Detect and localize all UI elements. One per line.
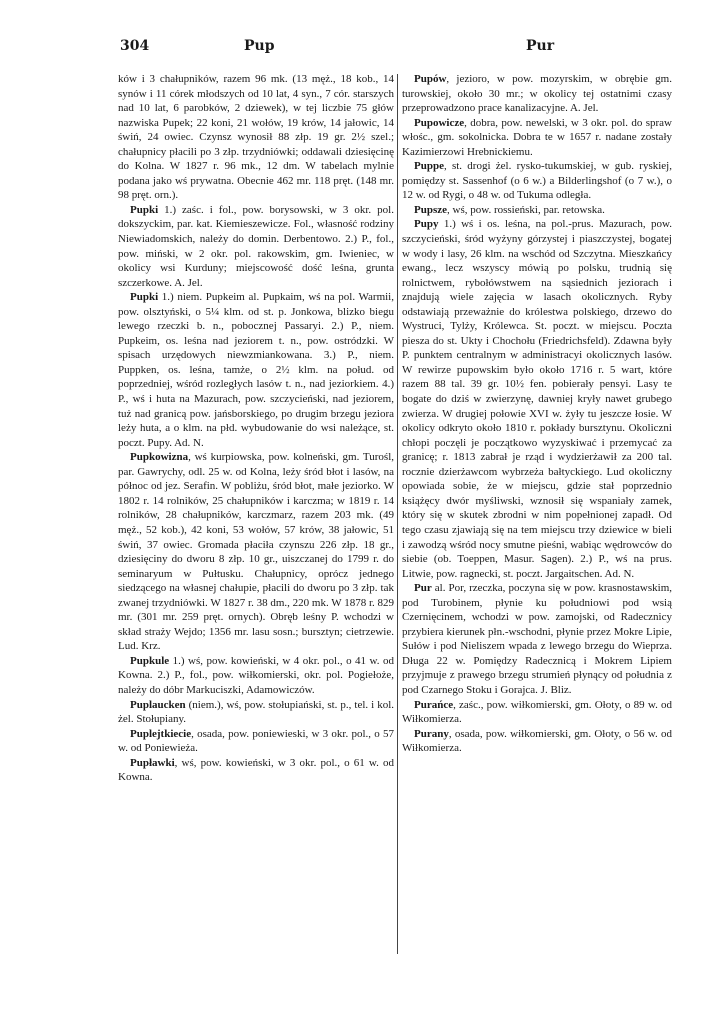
dictionary-entry: Pupki 1.) niem. Pupkeim al. Pupkaim, wś na pol. Warmii, pow. olsztyński, o 5¼ klm. od st. p. Jonkowa, blizko biegu lewego rzeczki b. n., pobocznej Passaryi. 2.) P., niem. Pupkeim, os. leśna nad jeziorem t. n., pow. ostródzki. W spisach urzędowych niewzmiankowana. 3.) P., niem. Puppken, os. leśna, tamże, o 2½ klm. na połud. od poprzedniej, wśród rozległych lasów t. n., nad jeziorkiem. 4.) P., wś i huta na Mazurach, pow. szczycieński, nad jeziorem, tuż nad granicą pow. jańsborskiego, po drugim brzegu jeziora leży huta, a o klm. na płd. wybudowanie do wsi należące, st. poczt. Pupy. Ad. N. (118, 291, 394, 449)
entry-headword: Purańce (414, 698, 454, 711)
running-headword-right: Pur (526, 38, 555, 54)
entry-headword: Pupy (414, 218, 439, 231)
column-divider (397, 74, 398, 954)
entry-headword: Purany (414, 727, 449, 740)
left-column (118, 72, 394, 785)
entry-headword: Puplejtkiecie (130, 727, 192, 740)
dictionary-entry: Pupkule 1.) wś, pow. kowieński, w 4 okr. pol., o 41 w. od Kowna. 2.) P., fol., pow. wiłkomierski, okr. pol. Pogiełoże, należy do dóbr Markuciszki, Adamowiczów. (118, 654, 394, 696)
dictionary-entry: Puplejtkiecie, osada, pow. poniewieski, w 3 okr. pol., o 57 w. od Poniewieża. (118, 727, 394, 755)
entry-headword: Pupki (130, 291, 159, 304)
dictionary-entry: Pupławki, wś, pow. kowieński, w 3 okr. pol., o 61 w. od Kowna. (118, 756, 394, 784)
entry-headword: Pupkule (130, 654, 170, 667)
dictionary-entry: Puppe, st. drogi żel. rysko-tukumskiej, w gub. ryskiej, pomiędzy st. Sassenhof (o 6 w.) a Bilderlingshof (o 7 w.), o 12 w. od Rygi, o 48 w. od Tukuma odległa. (402, 160, 672, 202)
entry-headword: Pupowicze (414, 116, 465, 129)
entry-headword: Puppe (414, 160, 444, 173)
running-headword-left: Pup (244, 38, 275, 54)
entry-headword: Pupów (414, 73, 447, 85)
dictionary-entry: Purańce, zaśc., pow. wiłkomierski, gm. Ołoty, o 89 w. od Wiłkomierza. (402, 698, 672, 726)
entry-headword: Pupkowizna (130, 451, 189, 464)
entry-headword: Pur (414, 582, 432, 595)
entry-headword: Pupsze (414, 203, 447, 216)
dictionary-entry: Pupkowizna, wś kurpiowska, pow. kolneński, gm. Turośl, par. Gawrychy, odl. 25 w. od Kolna, leży śród błot i lasów, na północ od jez. Serafin. W pobliżu, śród błot, małe jeziorko. W 1802 r. 14 rolników, 25 chałupników i karczma; w 1819 r. 14 rolników, 28 chałupników, karczmarz, razem 203 mk. (49 męż., 52 kob.), 42 koni, 53 wołów, 57 krów, 38 jałowic, 51 świń, 37 owiec. Gromada płaciła czynszu 226 złp. 18 gr., dziesięciny do dworu 8 złp. 10 gr., uiszczanej do 1799 r. do seminaryum w Pułtusku. Chałupnicy, oprócz jednego siedzącego na własnej chałupie, płacili do dworu po 3 złp. tak zwanej trzydniówki. W 1827 r. 38 dm., 220 mk. W 1878 r. 829 mr. (301 mr. 259 pręt. ornych). Obręb leśny P. wchodzi w skład straży Wejdo; 1356 mr. lasu sosn.; bursztyn; cietrzewie. Lud. Krz. (118, 451, 394, 653)
dictionary-entry: ków i 3 chałupników, razem 96 mk. (13 męż., 18 kob., 14 synów i 11 córek młodszych od 10 lat, 4 syn., 7 cór. starszych nad 10 lat, 6 parobków, 2 dziewek), w tej liczbie 75 głów nazwiska Pupek; 22 koni, 21 wołów, 19 krów, 14 jałowic, 14 świń, 24 owiec. Czynsz wynosił 88 złp. 19 gr. 2½ szel.; chałupnicy płacili po 3 złp. trzydniówki; oddawali dziesięcinę do Kolna. W 1827 r. 96 mk., 12 dm. W tabelach mylnie podana jako wś prywatna. Obecnie 462 mr. 118 pręt. (148 mr. 98 pręt. orn.). (118, 73, 394, 202)
dictionary-entry: Purany, osada, pow. wiłkomierski, gm. Ołoty, o 56 w. od Wiłkomierza. (402, 727, 672, 755)
dictionary-entry: Pupki 1.) zaśc. i fol., pow. borysowski, w 3 okr. pol. dokszyckim, par. kat. Kiemieszewicze. Fol., własność rodziny Niewiadomskich, należy do domin. Derbentowo. 2.) P., fol., pow. miński, w 2 okr. pol. rakowskim, gm. Iwieniec, w okolicy wsi Kurduny; miejscowość dość leśna, grunta szczerkowe. A. Jel. (118, 203, 394, 289)
dictionary-entry: Pupów, jezioro, w pow. mozyrskim, w obrębie gm. turowskiej, około 30 mr.; w okolicy tej ostatnimi czasy przeprowadzono prace kanalizacyjne. A. Jel. (402, 73, 672, 115)
entry-headword: Pupławki (130, 756, 175, 769)
dictionary-entry: Pur al. Por, rzeczka, poczyna się w pow. krasnostawskim, pod Turobinem, płynie ku południowi pod wsią Czernięcinem, wchodzi w pow. zamojski, od Radecznicy przybiera kierunek płn.-wschodni, płynie przez Mokre Lipie, Sułów i pod Nieliszem wpada z lewego brzegu do Wieprza. Długa 22 w. Pomiędzy Radecznicą i Mokrem Lipiem przyjmuje z prawego brzegu strumień płynący od południa z pod Czarnego Stoku i Gorajca. J. Bliz. (402, 582, 672, 696)
dictionary-entry: Pupy 1.) wś i os. leśna, na pol.-prus. Mazurach, pow. szczycieński, śród wyżyny górzystej i piaszczystej, bogatej w wody i lasy, 26 klm. na wschód od Szczytna. Mieszkańcy ewang., lecz wszyscy mówią po polsku, trudnią się rolnictwem, rybołówstwem na sąsiednich jeziorach i znajdują wiele zajęcia w lasach okolicznych. Ryby odstawiają przeważnie do królestwa polskiego, drzewo do Wystruci, Tylży, Królewca. St. poczt. w miejscu. Poczta piesza do st. Ukty i Chochołu (Friedrichsfeld). Zdawna były P. punktem centralnym w administracyi okolicznych lasów. W rewirze pupowskim było około 1716 r. 5 wart, które razem 88 tal. 39 gr. 10½ fen. pobierały pensyi. Lasy te bogate do dziś w zwierzynę, dawniej kryły nawet grubego zwierza. W drugiej połowie XVI w. żyły tu jeszcze łosie. W okolicy odkryto około 1810 r. pokłady bursztynu. Okoliczni chłopi poczęli je początkowo wyzyskiwać i przemycać za granicę; r. 1813 zabrał je rząd i wydzierżawił za 200 tal. rocznie dzierżawcom wybrzeża bałtyckiego. Lud okoliczny opowiada sobie, że w miejscu, gdzie stał poprzednio książęcy dwór myśliwski, wznosił się wspaniały zamek, który się w skutek zbrodni w nim popełnionej zapadł. Od tego czasu zjawiają się na tem miejscu trzy dziewice w bieli i zawodzą wśród nocy smutne pieśni, wabiąc wędrowców do siebie (ob. Toeppen, Masur. Sagen). 2.) P., wś na prus. Litwie, pow. ragnecki, st. poczt. Jargaitschen. Ad. N. (402, 218, 672, 580)
dictionary-entry: Pupsze, wś, pow. rossieński, par. retowska. (414, 203, 605, 216)
dictionary-entry: Pupowicze, dobra, pow. newelski, w 3 okr. pol. do spraw włośc., gm. sokolnicka. Dobra te w 1657 r. nadane zostały Kazimierzowi Hrebnickiemu. (402, 116, 672, 158)
right-column (402, 72, 672, 756)
entry-headword: Puplaucken (130, 698, 186, 711)
page-number: 304 (120, 38, 150, 54)
page-header (120, 38, 669, 60)
entry-headword: Pupki (130, 203, 159, 216)
dictionary-entry: Puplaucken (niem.), wś, pow. stołupiański, st. p., tel. i kol. żel. Stołupiany. (118, 698, 394, 726)
